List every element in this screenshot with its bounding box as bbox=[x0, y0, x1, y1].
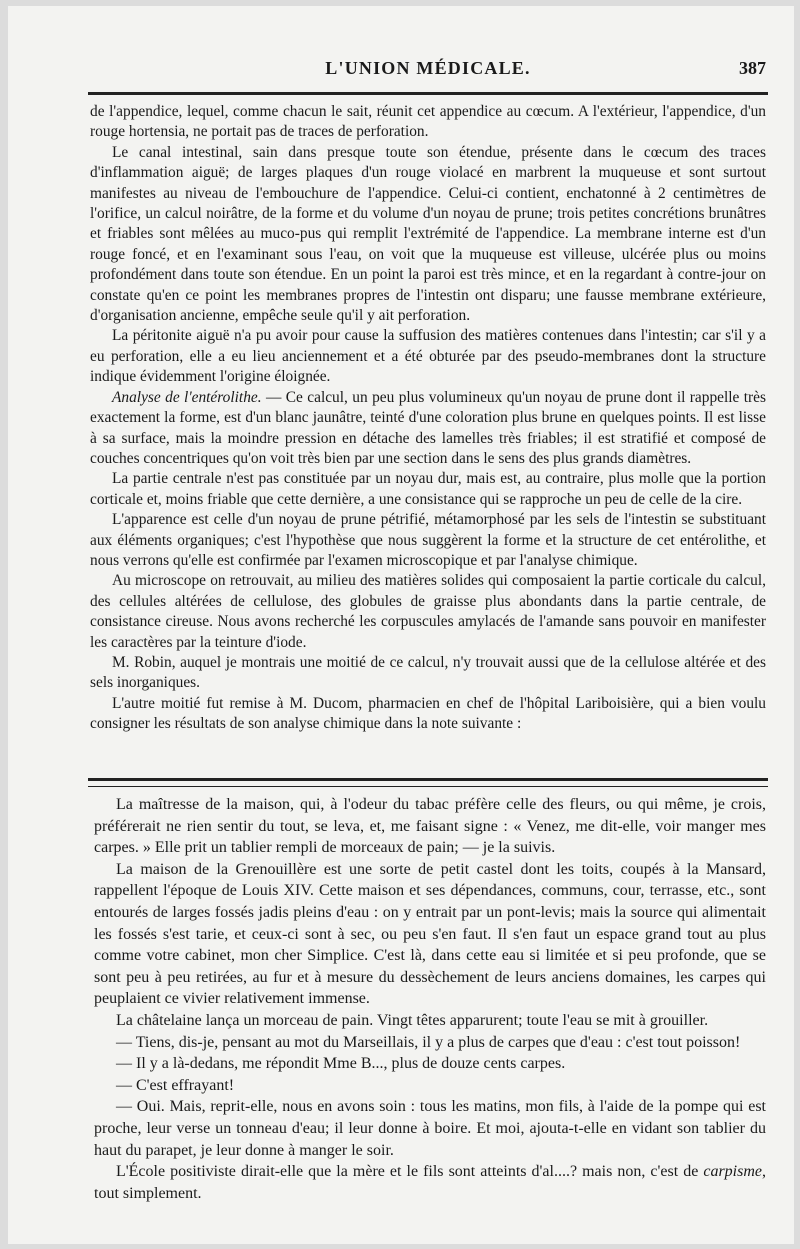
paragraph: L'autre moitié fut remise à M. Ducom, pharmacien en chef de l'hôpital Lariboisière, qui a bien voulu consigner les résultats de son analyse chimique dans la note suivante : bbox=[90, 694, 766, 733]
emphasis: carpisme bbox=[703, 1163, 762, 1181]
article-body bbox=[90, 102, 766, 735]
paragraph: de l'appendice, lequel, comme chacun le sait, réunit cet appendice au cœcum. A l'extérieur, l'appendice, d'un rouge hortensia, ne portait pas de traces de perforation. bbox=[90, 103, 766, 141]
running-head bbox=[90, 58, 766, 86]
paragraph: L'apparence est celle d'un noyau de prune pétrifié, métamorphosé par les sels de l'intestin se substituant aux éléments organiques; c'est l'hypothèse que nous suggèrent la forme et la structure de cet entérolithe, et nous verrons qu'elle est confirmée par l'examen microscopique et par l'analyse chimique. bbox=[90, 511, 766, 569]
paragraph bbox=[94, 1161, 766, 1204]
paragraph: La châtelaine lança un morceau de pain. Vingt têtes apparurent; toute l'eau se mit à grouiller. bbox=[116, 1011, 709, 1029]
header-rule bbox=[88, 92, 768, 95]
journal-page bbox=[8, 6, 794, 1244]
paragraph: Le canal intestinal, sain dans presque toute son étendue, présente dans le cœcum des traces d'inflammation aiguë; de larges plaques d'un rouge violacé en marbrent la muqueuse et sont surtout manifestes au niveau de l'embouchure de l'appendice. Celui-ci contient, enchatonné à 2 centimètres de l'orifice, un calcul noirâtre, de la forme et du volume d'un noyau de prune; trois petites concrétions brunâtres et friables sont mêlées au muco-pus qui remplit l'extrémité de l'appendice. La membrane interne est d'un rouge foncé, et en l'examinant sous l'eau, on voit que la muqueuse est villeuse, ulcérée plus ou moins profondément dans toute son étendue. En un point la paroi est très mince, et en la regardant à contre-jour on constate qu'en ce point les membranes propres de l'intestin ont disparu; une fausse membrane extérieure, d'organisation ancienne, empêche seule qu'il y ait perforation. bbox=[90, 143, 766, 325]
feuilleton-body bbox=[94, 794, 766, 1204]
paragraph: La partie centrale n'est pas constituée par un noyau dur, mais est, au contraire, plus molle que la portion corticale et, moins friable que cette dernière, a une consistance qui se rapproche un peu de celle de la cire. bbox=[90, 470, 766, 508]
page-number: 387 bbox=[739, 58, 766, 78]
paragraph: La maison de la Grenouillère est une sorte de petit castel dont les toits, coupés à la Mansard, rappellent l'époque de Louis XIV. Cette maison et ses dépendances, communs, cour, terrasse, etc., sont entourés de larges fossés jadis pleins d'eau : on y entrait par un pont-levis; mais la source qui alimentait les fossés s'est tarie, et ceux-ci sont à sec, ou peu s'en faut. Il s'en faut un espace grand tout au plus comme votre cabinet, mon cher Simplice. C'est là, dans cette eau si limitée et si peu profonde, que se sont peu à peu retirées, au fur et à mesure du dessèchement de leurs anciens domaines, les carpes qui peuplaient ce vivier relativement immense. bbox=[94, 860, 766, 1008]
feuilleton-separator bbox=[88, 778, 768, 787]
paragraph: La maîtresse de la maison, qui, à l'odeur du tabac préfère celle des fleurs, ou qui même, je crois, préférerait ne rien sentir du tout, se leva, et, me faisant signe : « Venez, me dit-elle, voir manger mes carpes. » Elle prit un tablier rempli de morceaux de pain; — je la suivis. bbox=[94, 796, 766, 857]
paragraph: — Oui. Mais, reprit-elle, nous en avons soin : tous les matins, mon fils, à l'aide de la pompe qui est proche, leur verse un tonneau d'eau; il leur donne à boire. Et moi, ajouta-t-elle en vidant son tablier du haut du parapet, je leur donne à manger le soir. bbox=[94, 1098, 766, 1159]
paragraph-text: L'École positiviste dirait-elle que la mère et le fils sont atteints d'al....? mais non, c'est de bbox=[116, 1163, 704, 1181]
paragraph-text: , tout simplement. bbox=[94, 1163, 766, 1202]
paragraph bbox=[90, 388, 766, 470]
paragraph: — Tiens, dis-je, pensant au mot du Marseillais, il y a plus de carpes que d'eau : c'est tout poisson! bbox=[116, 1033, 741, 1051]
paragraph: M. Robin, auquel je montrais une moitié de ce calcul, n'y trouvait aussi que de la cellulose altérée et des sels inorganiques. bbox=[90, 653, 766, 692]
paragraph: — Il y a là-dedans, me répondit Mme B..., plus de douze cents carpes. bbox=[116, 1055, 566, 1073]
paragraph: Au microscope on retrouvait, au milieu des matières solides qui composaient la partie corticale du calcul, des cellules altérées de cellulose, des globules de graisse plus abondants dans la partie centrale, de consistance cireuse. Nous avons recherché les corpuscules amylacés de l'amande sans pouvoir en manifester les caractères par la teinture d'iode. bbox=[90, 572, 766, 651]
paragraph: — C'est effrayant! bbox=[116, 1076, 235, 1094]
paragraph: La péritonite aiguë n'a pu avoir pour cause la suffusion des matières contenues dans l'intestin; car s'il y a eu perforation, elle a eu lieu anciennement et a été obturée par des pseudo-membranes dont la structure indique évidemment l'origine éloignée. bbox=[90, 327, 766, 386]
section-label: Analyse de l'entérolithe. bbox=[112, 388, 262, 406]
running-title: L'UNION MÉDICALE. bbox=[325, 58, 531, 78]
paragraph-text: — Ce calcul, un peu plus volumineux qu'un noyau de prune dont il rappelle très exactement la forme, est d'un blanc jaunâtre, teinté d'une coloration plus brune en quelques points. Il est lisse à sa surface, mais la moindre pression en détache des lamelles très friables; il est stratifié et composé de couches concentriques qu'on voit très bien par une section dans le sens des plus grands diamètres. bbox=[90, 388, 766, 467]
